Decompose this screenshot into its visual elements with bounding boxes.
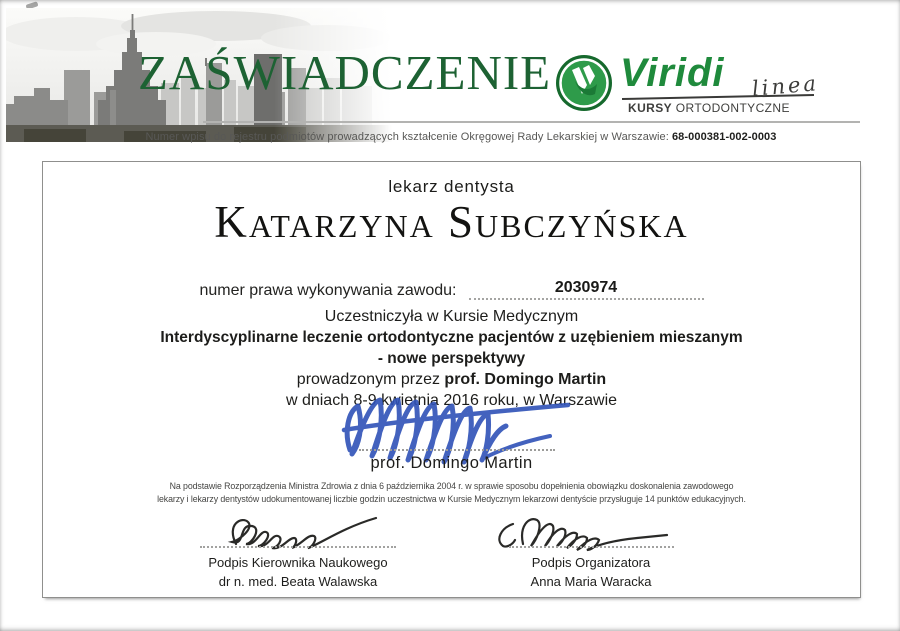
signature-name-right: Anna Maria Waracka [530,573,652,589]
conducted-line [43,371,860,389]
profession-label: lekarz dentysta [388,177,515,196]
certificate-title: ZAŚWIADCZENIE [138,45,552,100]
registry-line [22,131,900,143]
legal-line1: Na podstawie Rozporządzenia Ministra Zdrowia z dnia 6 października 2004 r. w sprawie sposobu dopełnienia obowiązku doskonalenia zawodowego [169,481,734,491]
viridi-linea-script: linea [751,71,820,101]
logo-subtitle-bold: KURSY [628,101,673,115]
registry-number: 68-000381-002-0003 [671,131,777,143]
logo-subtitle [628,101,790,115]
legal-line2: lekarzy i lekarzy dentystów udokumentowanej liczbie godzin uczestnictwa w Kursie Medycznym lekarzowi dentyście przysługuje 14 punktów edukacyjnych. [157,494,746,505]
license-row [43,279,860,300]
lecturer-signature-dotted-line [359,449,555,451]
conducted-prefix: prowadzonym przez [296,371,445,388]
signature-name-left: dr n. med. Beata Walawska [218,573,378,589]
signature-caption-left: Podpis Kierownika Naukowego [208,555,388,570]
license-number: 2030974 [469,279,704,300]
header-divider [203,121,860,123]
lecturer-name: prof. Domingo Martin [444,371,607,388]
logo-subtitle-regular: ORTODONTYCZNE [672,101,790,115]
scientific-director-signature [208,514,383,550]
viridi-wordmark: Viridi [620,51,725,95]
course-title-line2: - nowe perspektywy [377,350,526,367]
viridi-logo-icon [555,54,613,112]
legal-text [43,480,860,506]
registry-label: Numer wpisu do rejestru podmiotów prowadzących kształcenie Okręgowej Rady Lekarskiej w Warszawie: [145,131,669,143]
license-label: numer prawa wykonywania zawodu: [199,282,457,299]
course-title-line1: Interdyscyplinarne leczenie ortodontyczne pacjentów z uzębieniem mieszanym [160,329,743,346]
organizer-block [456,546,726,592]
signature-caption-right: Podpis Organizatora [531,555,651,570]
scientific-director-block [158,546,438,592]
holder-name: Katarzyna Subczyńska [214,197,689,247]
participation-line: Uczestniczyła w Kursie Medycznym [324,308,579,325]
signature-dotted-line-left [200,546,396,548]
lecturer-caption: prof. Domingo Martin [370,454,533,472]
signature-dotted-line-right [509,546,674,548]
date-line: w dniach 8-9 kwietnia 2016 roku, w Warszawie [285,392,618,409]
certificate-border-box [42,161,861,598]
